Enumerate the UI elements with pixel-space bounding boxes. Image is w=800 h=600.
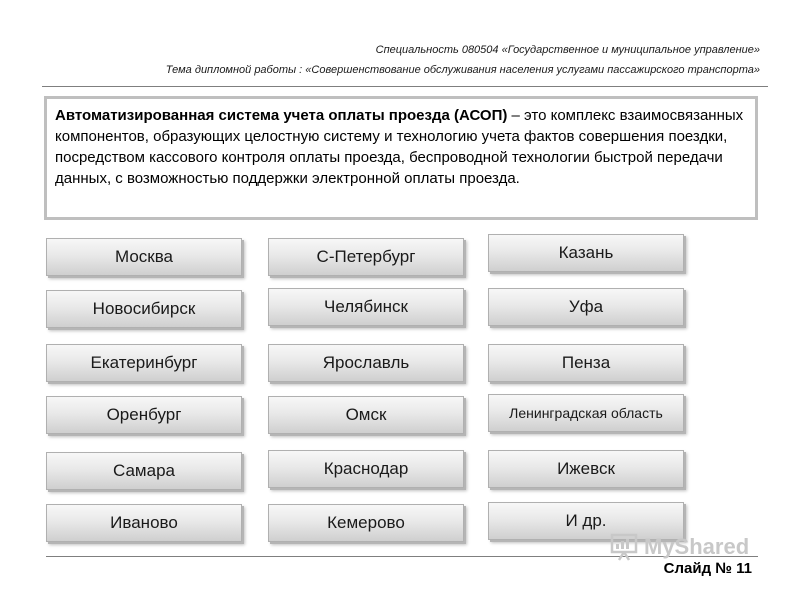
city-button-others[interactable]: И др. [488,502,684,540]
city-button-yaroslavl[interactable]: Ярославль [268,344,464,382]
city-button-omsk[interactable]: Омск [268,396,464,434]
specialty-header: Специальность 080504 «Государственное и муниципальное управление» [375,44,760,56]
city-button-kemerovo[interactable]: Кемерово [268,504,464,542]
city-button-izhevsk[interactable]: Ижевск [488,450,684,488]
city-button-yekaterinburg[interactable]: Екатеринбург [46,344,242,382]
city-button-kazan[interactable]: Казань [488,234,684,272]
city-button-ufa[interactable]: Уфа [488,288,684,326]
city-button-st-petersburg[interactable]: С-Петербург [268,238,464,276]
city-button-moscow[interactable]: Москва [46,238,242,276]
definition-term: Автоматизированная система учета оплаты проезда (АСОП) [55,107,508,124]
definition-box [44,96,758,220]
city-button-krasnodar[interactable]: Краснодар [268,450,464,488]
city-button-chelyabinsk[interactable]: Челябинск [268,288,464,326]
definition-text: – это комплекс взаимосвязанных компонентов, образующих целостную систему и технологию учета фактов совершения поездки, посредством кассового контроля оплаты проезда, беспроводной технологии быстрой передачи данных, с возможностью поддержки электронной оплаты проезда. [55,107,744,187]
slide-number: Слайд № 11 [663,560,752,577]
city-button-novosibirsk[interactable]: Новосибирск [46,290,242,328]
city-button-orenburg[interactable]: Оренбург [46,396,242,434]
presentation-board-icon [610,532,640,562]
watermark-logo [610,532,749,562]
watermark-text: MyShared [644,534,750,559]
thesis-topic-header: Тема дипломной работы : «Совершенствование обслуживания населения услугами пассажирского транспорта» [165,64,760,76]
city-button-leningrad-oblast[interactable]: Ленинградская область [488,394,684,432]
city-button-ivanovo[interactable]: Иваново [46,504,242,542]
top-divider [42,86,768,87]
city-button-penza[interactable]: Пенза [488,344,684,382]
city-button-samara[interactable]: Самара [46,452,242,490]
